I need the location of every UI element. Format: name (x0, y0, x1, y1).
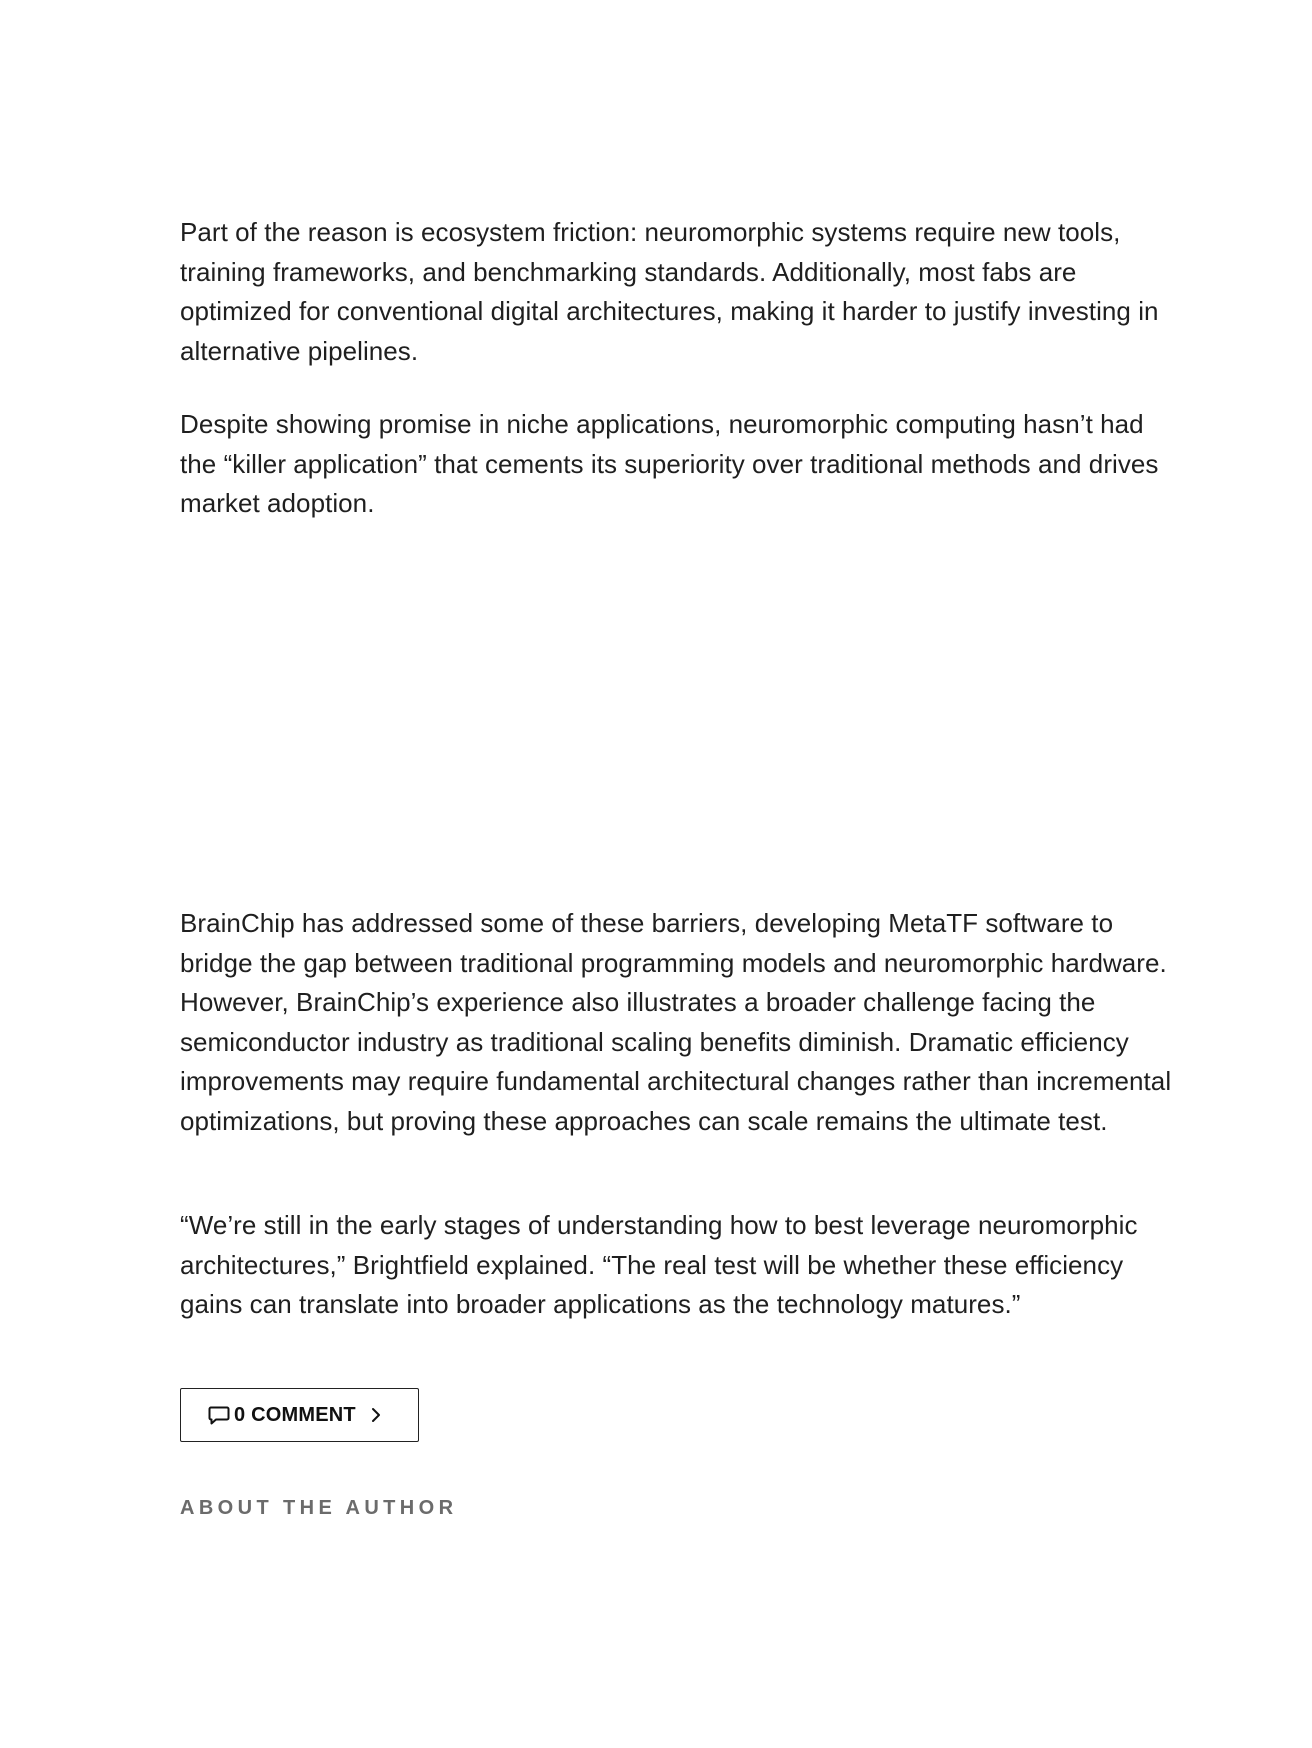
paragraph-clip (180, 217, 1180, 374)
article-paragraph-3: BrainChip has addressed some of these barriers, developing MetaTF software to bridge the gap between traditional programming models and neuromorphic hardware. However, BrainChip’s experience also illustrates a broader challenge facing the semiconductor industry as traditional scaling benefits diminish. Dramatic efficiency improvements may require fundamental architectural changes rather than incremental optimizations, but proving these approaches can scale remains the ultimate test. (180, 908, 1172, 1136)
article-paragraph-4: “We’re still in the early stages of understanding how to best leverage neuromorphic architectures,” Brightfield explained. “The real test will be whether these efficiency gains can translate into broader applications as the technology matures.” (180, 1210, 1138, 1319)
speech-bubble-icon (208, 1404, 230, 1426)
comment-button[interactable] (180, 1388, 419, 1442)
chevron-right-icon (370, 1407, 382, 1423)
article-paragraph-1: Part of the reason is ecosystem friction: neuromorphic systems require new tools, training frameworks, and benchmarking standards. Additionally, most fabs are optimized for conventional digital architectures, making it harder to justify investing in alternative pipelines. (180, 217, 1159, 366)
about-author-heading: ABOUT THE AUTHOR (180, 1497, 458, 1519)
article-paragraph-2: Despite showing promise in niche applications, neuromorphic computing hasn’t had the “killer application” that cements its superiority over traditional methods and drives market adoption. (180, 409, 1159, 518)
comment-count-label: 0 COMMENT (234, 1403, 356, 1426)
